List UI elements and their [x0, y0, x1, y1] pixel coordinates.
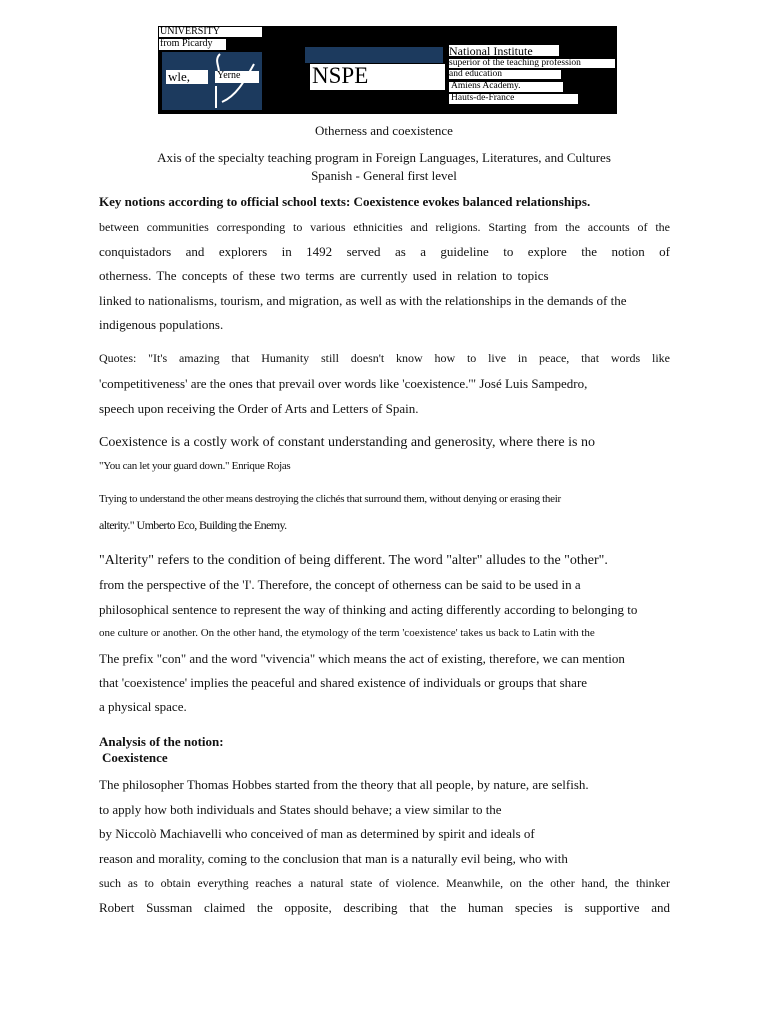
- analysis-line: The philosopher Thomas Hobbes started from the theory that all people, by nature, are selfish.: [99, 777, 589, 792]
- quote-line: Quotes: "It's amazing that Humanity still doesn't know how to live in peace, that words like: [99, 351, 670, 365]
- subtitle-axis: Axis of the specialty teaching program in Foreign Languages, Literatures, and Cultures: [157, 150, 611, 165]
- institute-region: Hauts-de-France: [449, 94, 578, 104]
- university-name: UNIVERSITY: [159, 27, 262, 37]
- analysis-line: Robert Sussman claimed the opposite, describing that the human species is supportive and: [99, 900, 670, 915]
- logo-right-text: Yerne: [215, 71, 259, 83]
- alterity-line: one culture or another. On the other hand, the etymology of the term 'coexistence' takes us back to Latin with the: [99, 627, 595, 639]
- analysis-line: to apply how both individuals and States should behave; a view similar to the: [99, 802, 502, 817]
- university-region: from Picardy: [159, 39, 226, 50]
- subtitle-level: Spanish - General first level: [311, 168, 457, 183]
- quote-line: Trying to understand the other means destroying the clichés that surround them, without denying or erasing their: [99, 493, 561, 505]
- alterity-line: "Alterity" refers to the condition of being different. The word "alter" alludes to the "other".: [99, 553, 608, 568]
- key-notions-heading: Key notions according to official school texts: Coexistence evokes balanced relationships.: [99, 194, 591, 209]
- alterity-line: philosophical sentence to represent the way of thinking and acting differently according to belonging to: [99, 602, 638, 617]
- alterity-line: a physical space.: [99, 699, 187, 714]
- analysis-line: such as to obtain everything reaches a natural state of violence. Meanwhile, on the other hand, the thinker: [99, 876, 670, 890]
- quote-line: "You can let your guard down." Enrique Rojas: [99, 460, 291, 472]
- key-notions-line: linked to nationalisms, tourism, and migration, as well as with the relationships in the demands of the: [99, 293, 627, 308]
- quote-line: speech upon receiving the Order of Arts and Letters of Spain.: [99, 401, 419, 416]
- key-notions-line: conquistadors and explorers in 1492 served as a guideline to explore the notion of: [99, 244, 670, 259]
- key-notions-line: between communities corresponding to various ethnicities and religions. Starting from the accounts of the: [99, 220, 670, 234]
- institute-line-3: and education: [449, 70, 561, 79]
- key-notions-line: otherness. The concepts of these two terms are currently used in relation to topics: [99, 268, 549, 283]
- alterity-line: The prefix "con" and the word "vivencia" which means the act of existing, therefore, we can mention: [99, 651, 625, 666]
- institute-academy: Amiens Academy.: [449, 82, 563, 92]
- analysis-line: by Niccolò Machiavelli who conceived of man as determined by spirit and ideals of: [99, 826, 535, 841]
- nspe-accent-bar: [305, 47, 443, 63]
- page-title: Otherness and coexistence: [315, 123, 453, 138]
- quote-line: alterity." Umberto Eco, Building the Enemy.: [99, 518, 287, 532]
- key-notions-line: indigenous populations.: [99, 317, 224, 332]
- quote-line: 'competitiveness' are the ones that prevail over words like 'coexistence.'" José Luis Sampedro,: [99, 376, 588, 391]
- alterity-line: from the perspective of the 'I'. Therefore, the concept of otherness can be said to be used in a: [99, 577, 581, 592]
- header-banner: [158, 26, 617, 114]
- quote-line: Coexistence is a costly work of constant understanding and generosity, where there is no: [99, 435, 595, 450]
- institute-line-2: superior of the teaching profession: [449, 59, 615, 68]
- analysis-heading: Analysis of the notion:: [99, 734, 224, 749]
- alterity-line: that 'coexistence' implies the peaceful and shared existence of individuals or groups that share: [99, 675, 588, 690]
- nspe-logo: NSPE: [310, 64, 445, 90]
- institute-name: National Institute: [449, 45, 559, 56]
- analysis-line: reason and morality, coming to the conclusion that man is a naturally evil being, who with: [99, 851, 568, 866]
- analysis-subheading: Coexistence: [102, 750, 168, 765]
- logo-left-text: wle,: [166, 70, 208, 84]
